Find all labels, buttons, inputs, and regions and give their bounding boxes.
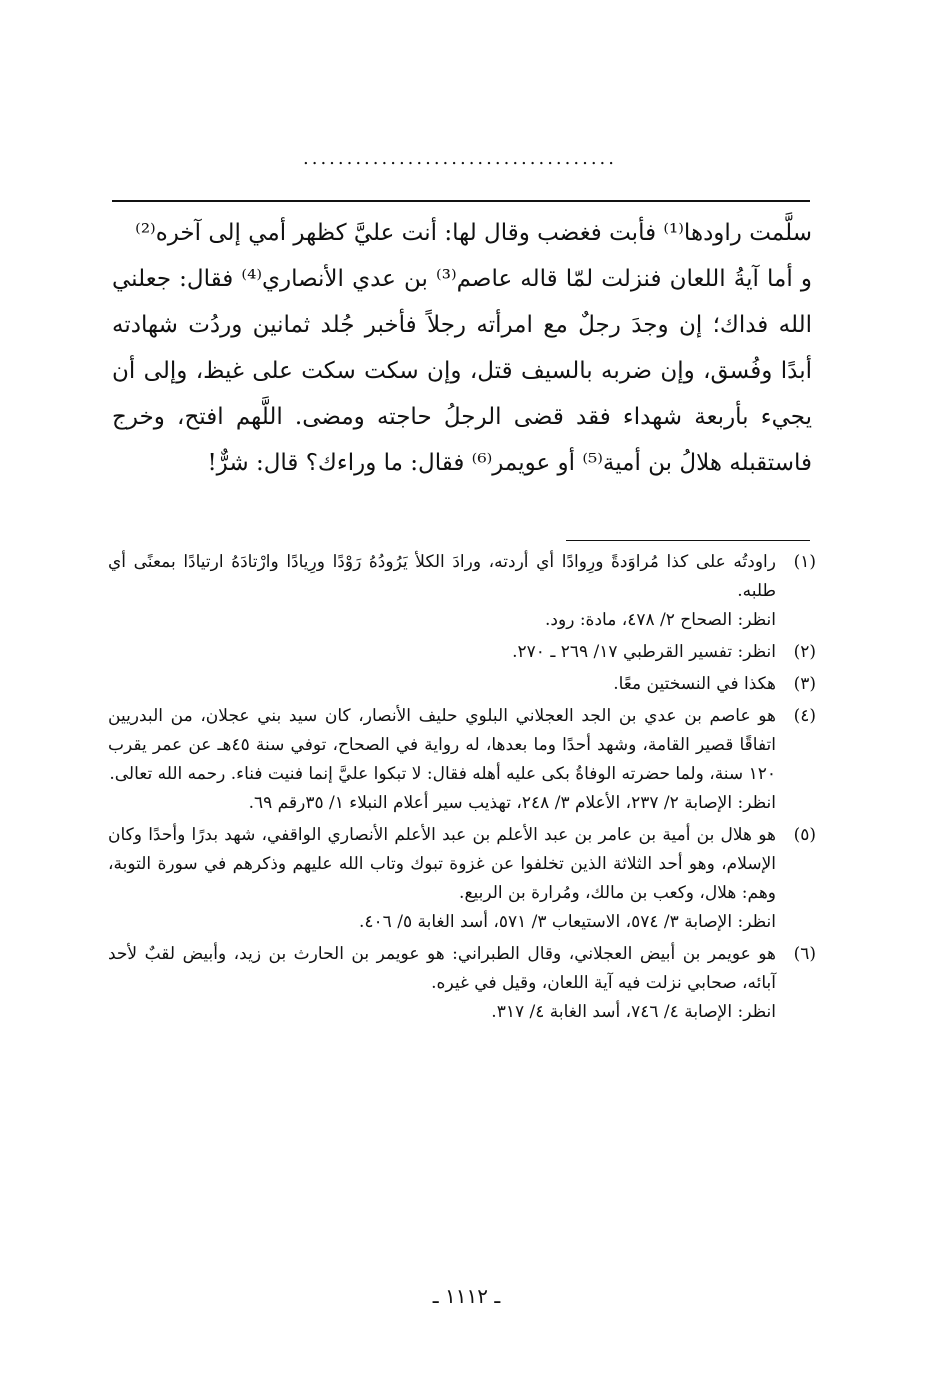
footnote-text: راودتُه على كذا مُراوَدةً ورِوادًا أي أردته، ورادَ الكلأ يَرُودُهُ رَوْدًا ورِيادًا وارْتادَهُ ارتيادًا بمعنًى أي طلبه.	[108, 552, 776, 601]
header-dotted-line: ....................................	[303, 148, 617, 169]
footnote-text: هكذا في النسختين معًا.	[613, 674, 776, 694]
footnote-text: هو عويمر بن أبيض العجلاني، وقال الطبراني: هو عويمر بن الحارث بن زيد، وأبيض لقبٌ لأحد آبائه، صحابي نزلت فيه آية اللعان، وقيل في غيره.	[108, 944, 776, 993]
footnote-text: هو هلال بن أمية بن عامر بن عبد الأعلم بن عبد الأعلم الأنصاري الواقفي، شهد بدرًا وأحدًا وكان الإسلام، وهو أحد الثلاثة الذين تخلفوا عن غزوة تبوك وتاب الله عليهم وذكرهم في سورة التوبة، وهم: هلال، وكعب بن مالك، ومُرارة بن الربيع.	[108, 825, 776, 903]
page-number: ـ ١١١٢ ـ	[432, 1284, 501, 1308]
footnote-separator	[566, 540, 810, 541]
footnote-number: (١)	[793, 552, 816, 572]
footnote-4	[108, 702, 816, 818]
footnote-3	[108, 670, 816, 699]
header-rule	[112, 200, 810, 202]
footnote-6	[108, 940, 816, 1027]
footnote-2	[108, 638, 816, 667]
footnote-text: هو عاصم بن عدي بن الجد العجلاني البلوي حليف الأنصار، كان سيد بني عجلان، من البدريين اتفاقًا قصير القامة، وشهد أحدًا وما بعدها، له رواية في الصحاح، توفي سنة ٤٥هـ عن عمر يقرب ١٢٠ سنة، ولما حضرته الوفاةُ بكى عليه أهله فقال: لا تبكوا عليَّ إنما فنيت فناء. رحمه الله تعالى.	[108, 706, 777, 784]
footnote-reference: انظر: الإصابة ٣/ ٥٧٤، الاستيعاب ٣/ ٥٧١، أسد الغابة ٥/ ٤٠٦.	[359, 912, 776, 932]
footnote-number: (٣)	[793, 674, 816, 694]
footnote-number: (٤)	[793, 706, 816, 726]
footnote-number: (٢)	[793, 642, 816, 662]
footnote-number: (٥)	[793, 825, 816, 845]
footnote-number: (٦)	[793, 944, 816, 964]
footnote-reference: انظر: الإصابة ٢/ ٢٣٧، الأعلام ٣/ ٢٤٨، تهذيب سير أعلام النبلاء ١/ ٣٥رقم ٦٩.	[248, 793, 776, 813]
footnote-reference: انظر: الصحاح ٢/ ٤٧٨، مادة: رود.	[545, 610, 776, 630]
footnotes	[108, 548, 816, 1027]
main-text	[112, 210, 812, 486]
footnote-1	[108, 548, 816, 635]
footnote-5	[108, 821, 816, 937]
footnote-reference: انظر: تفسير القرطبي ١٧/ ٢٦٩ ـ ٢٧٠.	[512, 642, 776, 662]
main-paragraph-2: و أما آيةُ اللعان فنزلت لمّا قاله عاصم⁽³⁾ بن عدي الأنصاري⁽⁴⁾ فقال: جعلني الله فداك؛ إن وجدَ رجلٌ مع امرأته رجلاً فأخبر جُلد ثمانين وردُت شهادته أبدًا وفُسق، وإن ضربه بالسيف قتل، وإن سكت سكت على غيظ، وإلى أن يجيء بأربعة شهداء فقد قضى الرجلُ حاجته ومضى. اللَّهم افتح، وخرج فاستقبله هلالُ بن أمية⁽⁵⁾ أو عويمر⁽⁶⁾ فقال: ما وراءك؟ قال: شرٌّ!	[112, 266, 812, 476]
main-paragraph-1: سلَّمت راودها⁽¹⁾ فأبت فغضب وقال لها: أنت عليَّ كظهر أمي إلى آخره⁽²⁾	[135, 220, 812, 246]
footnote-reference: انظر: الإصابة ٤/ ٧٤٦، أسد الغابة ٤/ ٣١٧.	[491, 1002, 776, 1022]
